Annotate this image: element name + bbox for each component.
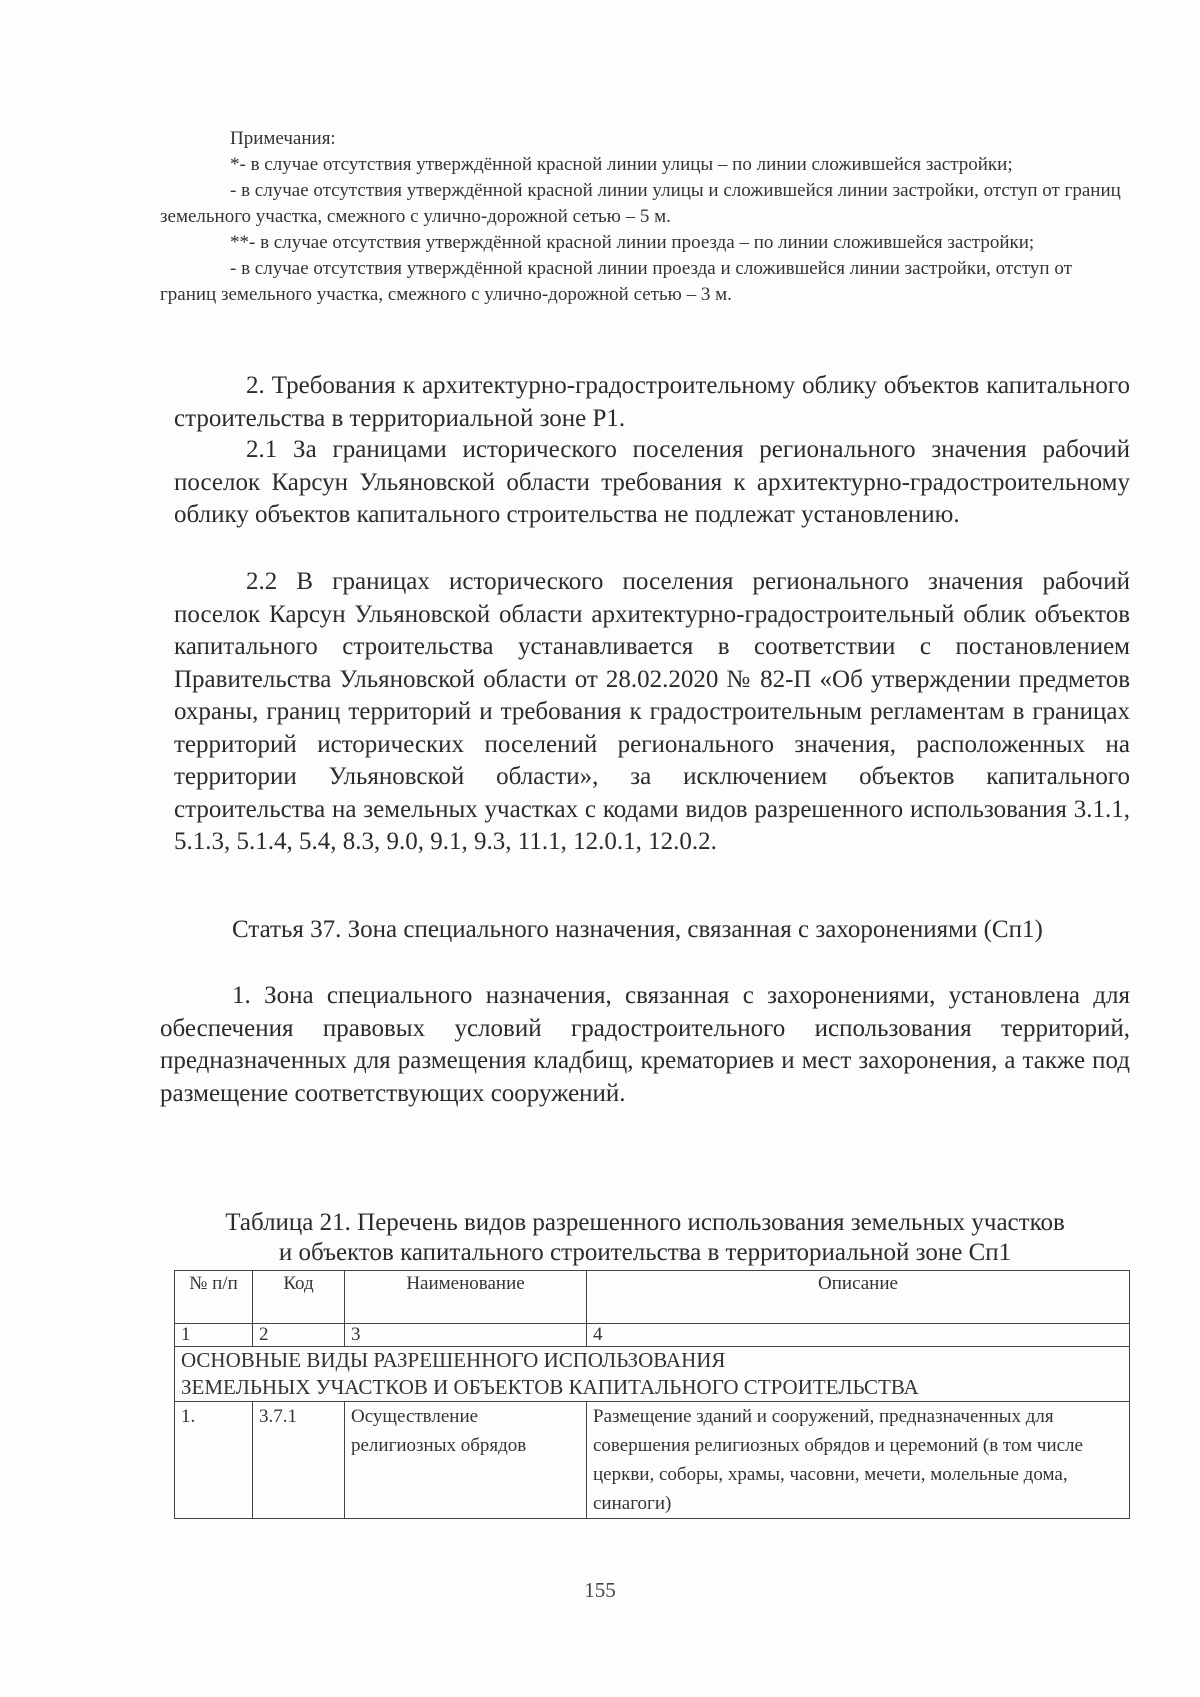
section-2-2-text: 2.2 В границах исторического поселения регионального значения рабочий поселок Карсун Ульяновской области архитектурно-градостроительный облик объектов капитального строительства устанавливается в соответствии с постановлением Правительства Ульяновской области от 28.02.2020 № 82-П «Об утверждении предметов охраны, границ территорий и требования к градостроительным регламентам в границах территорий исторических поселений регионального значения, расположенных на территории Ульяновской области», за исключением объектов капитального строительства на земельных участках с кодами видов разрешенного использования 3.1.1, 5.1.3, 5.1.4, 5.4, 8.3, 9.0, 9.1, 9.3, 11.1, 12.0.1, 12.0.2. (174, 568, 1130, 855)
col-number: 1 (175, 1324, 253, 1347)
header-code: Код (253, 1271, 345, 1324)
notes-block (160, 126, 1130, 308)
header-description: Описание (587, 1271, 1130, 1324)
note-line: - в случае отсутствия утверждённой красной линии проезда и сложившейся линии застройки, отступ от границ земельного участка, смежного с улично-дорожной сетью – 3 м. (160, 258, 1072, 305)
note-line: - в случае отсутствия утверждённой красной линии улицы и сложившейся линии застройки, отступ от границ земельного участка, смежного с улично-дорожной сетью – 5 м. (160, 180, 1121, 227)
section-2-heading (174, 370, 1130, 435)
group-header-cell (175, 1347, 1130, 1402)
header-name: Наименование (345, 1271, 587, 1324)
row-code: 3.7.1 (253, 1402, 345, 1519)
col-number: 2 (253, 1324, 345, 1347)
article-37-paragraph (160, 980, 1130, 1110)
header-num: № п/п (175, 1271, 253, 1324)
page-number: 155 (584, 1578, 616, 1602)
column-number-row (175, 1324, 1130, 1347)
article-37-title-text: Статья 37. Зона специального назначения, связанная с захоронениями (Сп1) (232, 916, 1043, 943)
section-2-heading-text: 2. Требования к архитектурно-градостроительному облику объектов капитального строительства в территориальной зоне Р1. (174, 372, 1130, 432)
section-2-1 (174, 434, 1130, 532)
group-header-line: ЗЕМЕЛЬНЫХ УЧАСТКОВ И ОБЪЕКТОВ КАПИТАЛЬНОГО СТРОИТЕЛЬСТВА (181, 1375, 919, 1399)
table-row (175, 1402, 1130, 1519)
section-2-2 (174, 566, 1130, 859)
group-header-line: ОСНОВНЫЕ ВИДЫ РАЗРЕШЕННОГО ИСПОЛЬЗОВАНИЯ (181, 1348, 726, 1372)
row-name: Осуществление религиозных обрядов (345, 1402, 587, 1519)
table-caption-line: и объектов капитального строительства в территориальной зоне Сп1 (278, 1239, 1012, 1266)
row-num: 1. (175, 1402, 253, 1519)
table-caption-line: Таблица 21. Перечень видов разрешенного использования земельных участков (225, 1209, 1065, 1236)
article-37-title (160, 914, 1130, 947)
col-number: 3 (345, 1324, 587, 1347)
table-caption (160, 1208, 1130, 1268)
article-37-paragraph-text: 1. Зона специального назначения, связанная с захоронениями, установлена для обеспечения правовых условий градостроительного использования территорий, предназначенных для размещения кладбищ, крематориев и мест захоронения, а также под размещение соответствующих сооружений. (160, 982, 1130, 1107)
note-line: *- в случае отсутствия утверждённой красной линии улицы – по линии сложившейся застройки; (230, 154, 1013, 175)
row-description: Размещение зданий и сооружений, предназначенных для совершения религиозных обрядов и церемоний (в том числе церкви, соборы, храмы, часовни, мечети, молельные дома, синагоги) (587, 1402, 1130, 1519)
table-header-row (175, 1271, 1130, 1324)
section-2-1-text: 2.1 За границами исторического поселения регионального значения рабочий поселок Карсун Ульяновской области требования к архитектурно-градостроительному облику объектов капитального строительства не подлежат установлению. (174, 436, 1130, 528)
col-number: 4 (587, 1324, 1130, 1347)
group-header-row (175, 1347, 1130, 1402)
notes-title: Примечания: (230, 128, 336, 149)
land-use-table (174, 1270, 1130, 1519)
note-line: **- в случае отсутствия утверждённой красной линии проезда – по линии сложившейся застройки; (230, 232, 1035, 253)
